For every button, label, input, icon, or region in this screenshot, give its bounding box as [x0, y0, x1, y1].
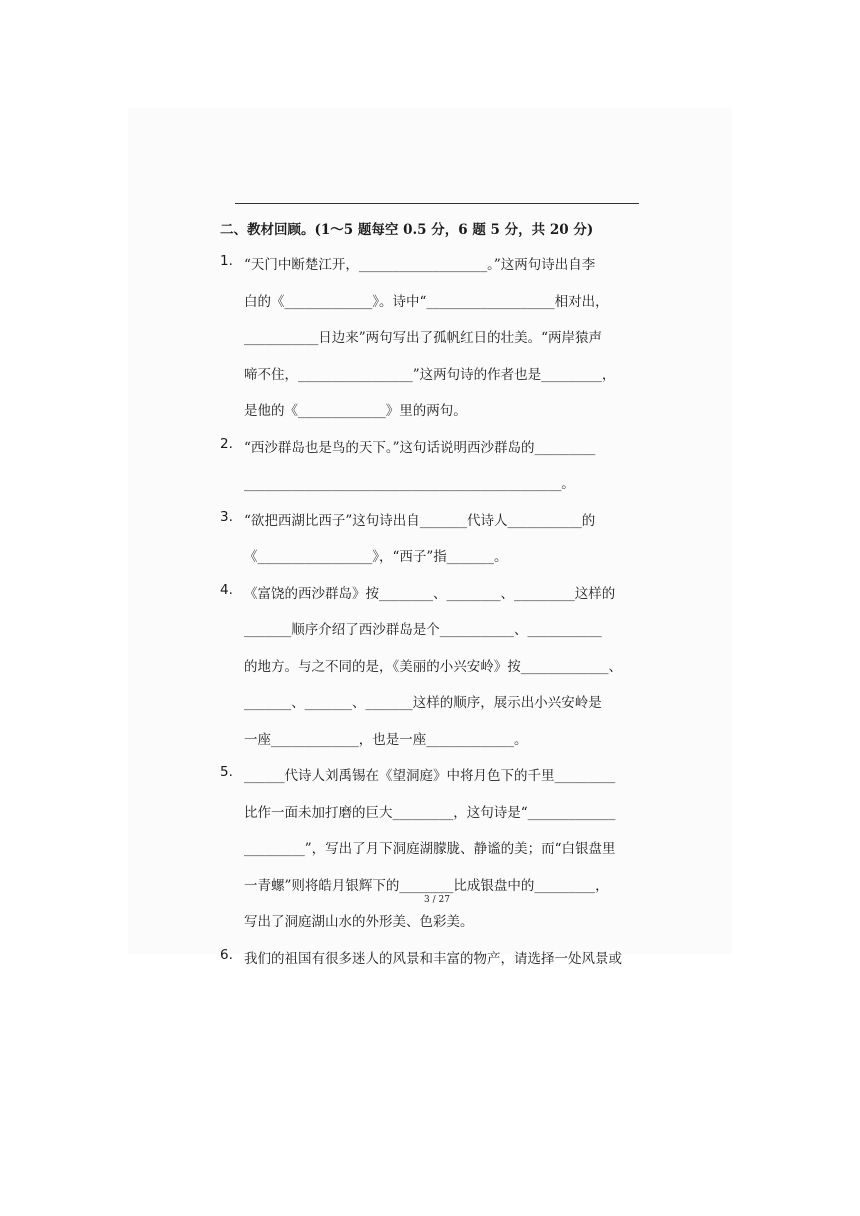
question-number: 6. [220, 946, 233, 963]
question-text-line: 一座_____________，也是一座_____________。 [244, 731, 528, 748]
question-text-line: 《富饶的西沙群岛》按________、________、_________这样的 [244, 585, 616, 602]
question-text-line: 一青螺”则将皓月银辉下的________比成银盘中的_________， [244, 877, 609, 894]
question-text-line: 写出了洞庭湖山水的外形美、色彩美。 [244, 914, 474, 930]
question-number: 5. [220, 764, 233, 780]
question-text-line: 我们的祖国有很多迷人的风景和丰富的物产，请选择一处风景或 [244, 950, 622, 967]
question-text-line: 白的《_____________》。诗中“___________________相对出， [244, 293, 609, 310]
question-text-line: “西沙群岛也是鸟的天下。”这句话说明西沙群岛的_________ [244, 439, 596, 456]
page-number: 3 / 27 [424, 895, 450, 905]
question-text-line: _______________________________________________。 [244, 476, 575, 492]
question-number: 4. [220, 581, 233, 598]
question-text-line: 的地方。与之不同的是，《美丽的小兴安岭》按_____________、 [244, 658, 622, 675]
question-text-line: _______、_______、_______这样的顺序，展示出小兴安岭是 [244, 695, 602, 711]
question-number: 3. [220, 508, 233, 525]
question-text-line: 比作一面未加打磨的巨大_________，这句诗是“_____________ [244, 804, 616, 821]
question-number: 2. [220, 435, 233, 452]
question-text-line: 《_________________》，“西子”指_______。 [244, 549, 508, 565]
question-number: 1. [220, 253, 233, 269]
question-text-line: _________”，写出了月下洞庭湖朦胧、静谧的美；而“白银盘里 [244, 841, 616, 857]
question-text-line: ___________日边来”两句写出了孤帆红日的壮美。“两岸猿声 [244, 330, 603, 346]
header-rule [235, 203, 639, 204]
question-text-line: _______顺序介绍了西沙群岛是个___________、___________ [244, 622, 602, 638]
question-text-line: 是他的《_____________》里的两句。 [244, 403, 467, 419]
section-title: 二、教材回顾。(1～5 题每空 0.5 分，6 题 5 分，共 20 分) [220, 222, 594, 238]
question-text-line: ______代诗人刘禹锡在《望洞庭》中将月色下的千里_________ [244, 768, 616, 784]
question-text-line: 啼不住，_________________”这两句诗的作者也是_________， [244, 366, 616, 383]
question-text-line: “欲把西湖比西子”这句诗出自_______代诗人___________的 [244, 512, 596, 529]
question-text-line: “天门中断楚江开，___________________。”这两句诗出自李 [244, 257, 596, 273]
